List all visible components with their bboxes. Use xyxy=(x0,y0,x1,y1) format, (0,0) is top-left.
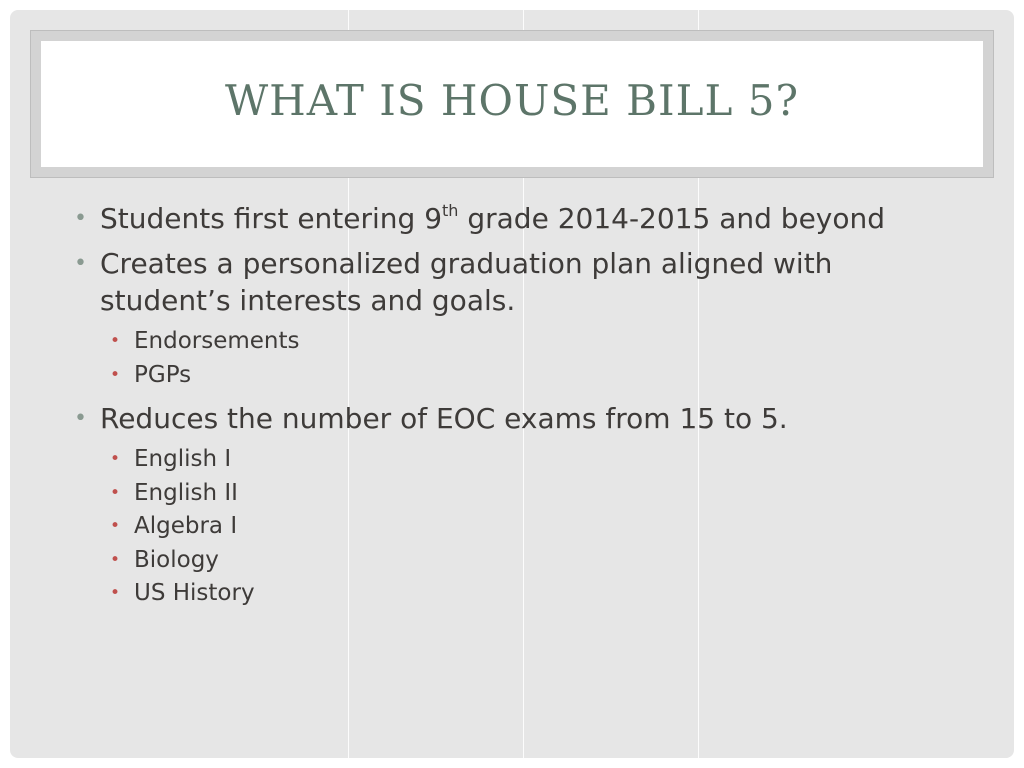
sub-bullet-text: Endorsements xyxy=(134,328,300,354)
title-frame xyxy=(30,30,994,178)
bullet-dot-icon: • xyxy=(74,206,87,231)
sub-bullet-text: PGPs xyxy=(134,361,192,388)
sub-bullet xyxy=(72,575,952,613)
bullet-dot-icon: • xyxy=(74,406,87,431)
sub-bullet-dot-icon: • xyxy=(110,364,121,385)
sub-bullet-dot-icon: • xyxy=(110,482,121,503)
sub-bullet xyxy=(72,508,952,546)
sub-bullet xyxy=(72,475,952,513)
slide-content xyxy=(72,200,952,619)
bullet-graduation-plan xyxy=(72,245,952,319)
bullet-text: grade 2014-2015 and beyond xyxy=(458,202,886,235)
title-panel xyxy=(41,41,983,167)
sub-bullet-dot-icon: • xyxy=(110,331,121,351)
bullet-text: Students first entering 9 xyxy=(100,202,443,235)
superscript: th xyxy=(442,201,459,220)
bullet-text: Reduces the number of EOC exams from 15 to 5. xyxy=(100,402,788,435)
sub-bullet xyxy=(72,441,952,479)
sub-bullet-text: English II xyxy=(134,479,238,506)
sub-bullet-text: English I xyxy=(134,446,232,472)
sub-bullet-dot-icon: • xyxy=(110,516,121,536)
sub-bullet-dot-icon: • xyxy=(110,583,121,603)
sub-bullet xyxy=(72,323,952,361)
sub-list-graduation-plan xyxy=(72,323,952,394)
sub-bullet-dot-icon: • xyxy=(110,549,121,570)
sub-bullet-text: US History xyxy=(134,580,255,606)
slide-title: WHAT IS HOUSE BILL 5? xyxy=(225,75,799,125)
bullet-eoc-exams xyxy=(72,400,952,437)
sub-list-eoc-exams xyxy=(72,441,952,613)
sub-bullet-text: Biology xyxy=(134,546,219,573)
sub-bullet-dot-icon: • xyxy=(110,449,121,469)
slide xyxy=(10,10,1014,758)
sub-bullet-text: Algebra I xyxy=(134,513,238,539)
sub-bullet xyxy=(72,542,952,580)
sub-bullet xyxy=(72,357,952,395)
bullet-dot-icon: • xyxy=(74,251,87,276)
bullet-students xyxy=(72,200,952,237)
bullet-text: Creates a personalized graduation plan aligned with student’s interests and goals. xyxy=(100,247,833,317)
